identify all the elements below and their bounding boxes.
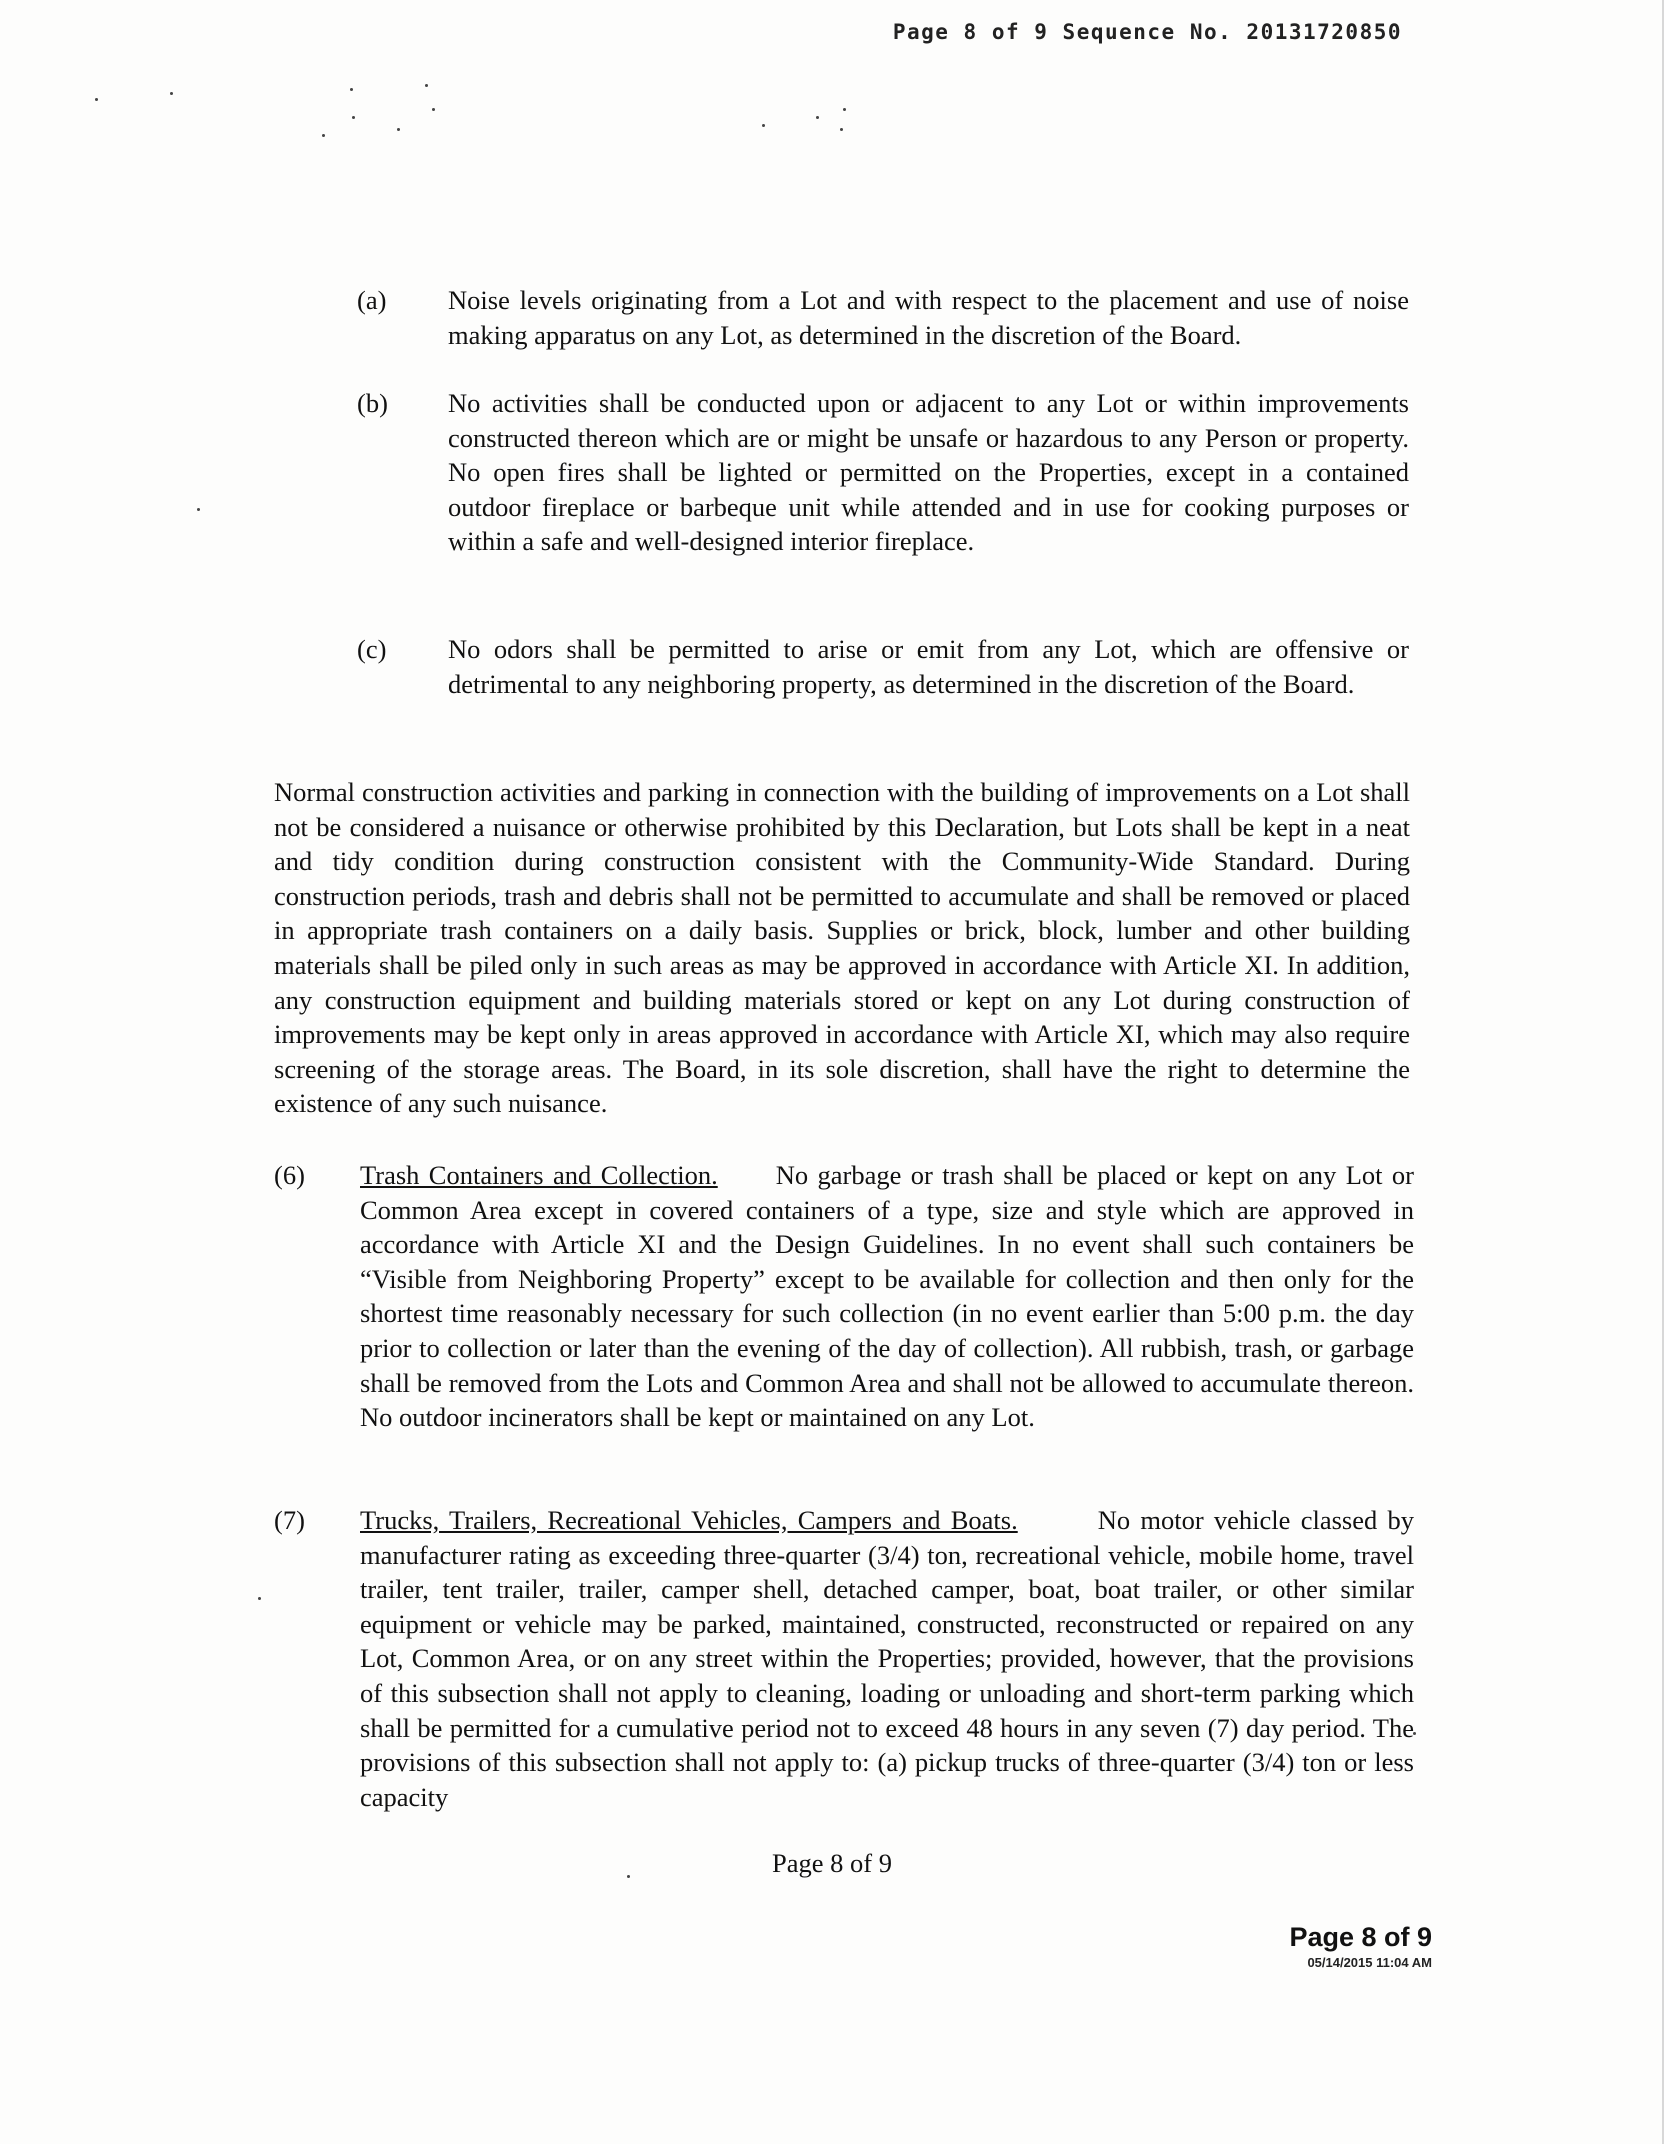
subsection-a (357, 283, 1409, 352)
section-heading: Trucks, Trailers, Recreational Vehicles, Campers and Boats. (360, 1505, 1018, 1535)
subsection-text: Noise levels originating from a Lot and with respect to the placement and use of noise making apparatus on any Lot, as determined in the discretion of the Board. (448, 285, 1409, 350)
scan-speck (425, 84, 428, 87)
section-body (360, 1503, 1414, 1814)
scan-speck (197, 508, 200, 511)
subsection-label: (b) (357, 388, 388, 418)
section-text: No motor vehicle classed by manufacturer rating as exceeding three-quarter (3/4) ton, recreational vehicle, mobile home, travel trailer, tent trailer, trailer, camper shell, detached camper, boat, boat trailer, or other similar equipment or vehicle may be parked, maintained, constructed, reconstructed or repaired on any Lot, Common Area, or on any street within the Properties; provided, however, that the provisions of this subsection shall not apply to cleaning, loading or unloading and short-term parking which shall be permitted for a cumulative period not to exceed 48 hours in any seven (7) day period. The provisions of this subsection shall not apply to: (a) pickup trucks of three-quarter (3/4) ton or less capacity (360, 1505, 1414, 1812)
scan-speck (397, 128, 400, 131)
footer-page-number: Page 8 of 9 (772, 1848, 892, 1878)
sequence-header: Page 8 of 9 Sequence No. 20131720850 (892, 20, 1402, 44)
section-text: No garbage or trash shall be placed or kept on any Lot or Common Area except in covered containers of a type, size and style which are approved in accordance with Article XI and the Design Guidelines. In no event shall such containers be “Visible from Neighboring Property” except to be available for collection and then only for the shortest time reasonably necessary for such collection (in no event earlier than 5:00 p.m. the day prior to collection or later than the evening of the day of collection). All rubbish, trash, or garbage shall be removed from the Lots and Common Area and shall not be allowed to accumulate thereon. No outdoor incinerators shall be kept or maintained on any Lot. (360, 1160, 1414, 1433)
section-body (360, 1158, 1414, 1435)
section-label: (7) (274, 1505, 305, 1535)
construction-paragraph: Normal construction activities and parking in connection with the building of improvements on a Lot shall not be considered a nuisance or otherwise prohibited by this Declaration, but Lots shall be kept in a neat and tidy condition during construction consistent with the Community-Wide Standard. During construction periods, trash and debris shall not be permitted to accumulate and shall be removed or placed in appropriate trash containers on a daily basis. Supplies or brick, block, lumber and other building materials shall be piled only in such areas as may be approved in accordance with Article XI. In addition, any construction equipment and building materials stored or kept on any Lot during construction of improvements may be kept only in areas approved in accordance with Article XI, which may also require screening of the storage areas. The Board, in its sole discretion, shall have the right to determine the existence of any such nuisance. (274, 777, 1410, 1119)
section-7 (274, 1503, 1414, 1814)
scan-speck (843, 108, 846, 111)
scan-speck (170, 92, 173, 95)
scan-speck (258, 1597, 261, 1600)
scan-speck (762, 124, 765, 127)
scan-speck (350, 88, 353, 91)
stamp-page: Page 8 of 9 (1289, 1922, 1432, 1952)
section-heading: Trash Containers and Collection. (360, 1160, 718, 1190)
fax-stamp (1289, 1922, 1432, 1970)
scan-speck (432, 108, 435, 111)
scan-speck (816, 116, 819, 119)
subsection-text: No activities shall be conducted upon or adjacent to any Lot or within improvements constructed thereon which are or might be unsafe or hazardous to any Person or property. No open fires shall be lighted or permitted on the Properties, except in a contained outdoor fireplace or barbeque unit while attended and in use for cooking purposes or within a safe and well-designed interior fireplace. (448, 388, 1409, 557)
section-label: (6) (274, 1160, 305, 1190)
subsection-c (357, 632, 1409, 701)
stamp-datetime: 05/14/2015 11:04 AM (1307, 1955, 1432, 1970)
subsection-b (357, 386, 1409, 559)
section-6 (274, 1158, 1414, 1435)
scan-speck (352, 116, 355, 119)
subsection-label: (a) (357, 285, 387, 315)
scan-speck (840, 128, 843, 131)
scan-speck (322, 134, 325, 137)
scan-speck (95, 98, 98, 101)
subsection-text: No odors shall be permitted to arise or emit from any Lot, which are offensive or detrimental to any neighboring property, as determined in the discretion of the Board. (448, 634, 1409, 699)
subsection-label: (c) (357, 634, 387, 664)
